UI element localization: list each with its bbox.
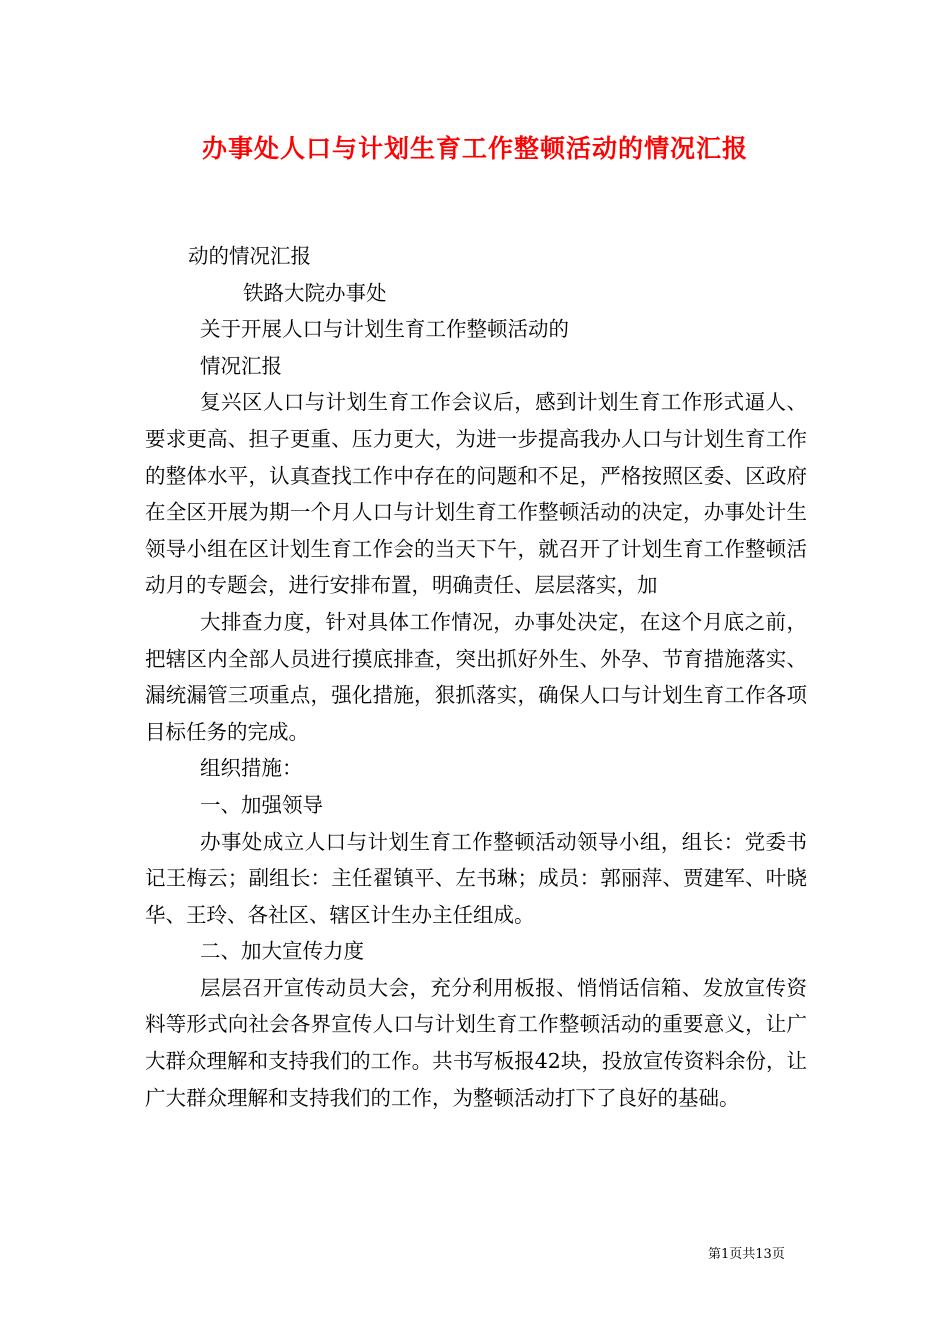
document-body [145, 238, 807, 1116]
heading-line-1: 动的情况汇报 [188, 244, 311, 268]
paragraph-1: 复兴区人口与计划生育工作会议后，感到计划生育工作形式逼人、要求更高、担子更重、压力更大，为进一步提高我办人口与计划生育工作的整体水平，认真查找工作中存在的问题和不足，严格按照区委、区政府在全区开展为期一个月人口与计划生育工作整顿活动的决定，办事处计生领导小组在区计划生育工作会的当天下午，就召开了计划生育工作整顿活动月的专题会，进行安排布置，明确责任、层层落实，加 [145, 390, 807, 598]
paragraph-5: 办事处成立人口与计划生育工作整顿活动领导小组，组长：党委书记王梅云；副组长：主任翟镇平、左书琳；成员：郭丽萍、贾建军、叶晓华、王玲、各社区、辖区计生办主任组成。 [145, 829, 807, 927]
paragraph-2: 大排查力度，针对具体工作情况，办事处决定，在这个月底之前，把辖区内全部人员进行摸底排查，突出抓好外生、外孕、节育措施落实、漏统漏管三项重点，强化措施，狠抓落实，确保人口与计划生育工作各项目标任务的完成。 [145, 609, 807, 744]
document-title: 办事处人口与计划生育工作整顿活动的情况汇报 [201, 134, 748, 163]
heading-line-3: 关于开展人口与计划生育工作整顿活动的 [200, 317, 569, 342]
page-number: 第1页共13页 [708, 1247, 785, 1262]
paragraph-3: 组织措施： [200, 756, 303, 781]
heading-line-2: 铁路大院办事处 [243, 280, 387, 305]
paragraph-6: 二、加大宣传力度 [200, 939, 364, 964]
heading-line-4: 情况汇报 [200, 353, 282, 378]
paragraph-4: 一、加强领导 [200, 792, 323, 817]
paragraph-7: 层层召开宣传动员大会，充分利用板报、悄悄话信箱、发放宣传资料等形式向社会各界宣传人口与计划生育工作整顿活动的重要意义，让广大群众理解和支持我们的工作。共书写板报42块，投放宣传资料余份，让广大群众理解和支持我们的工作，为整顿活动打下了良好的基础。 [145, 975, 807, 1110]
